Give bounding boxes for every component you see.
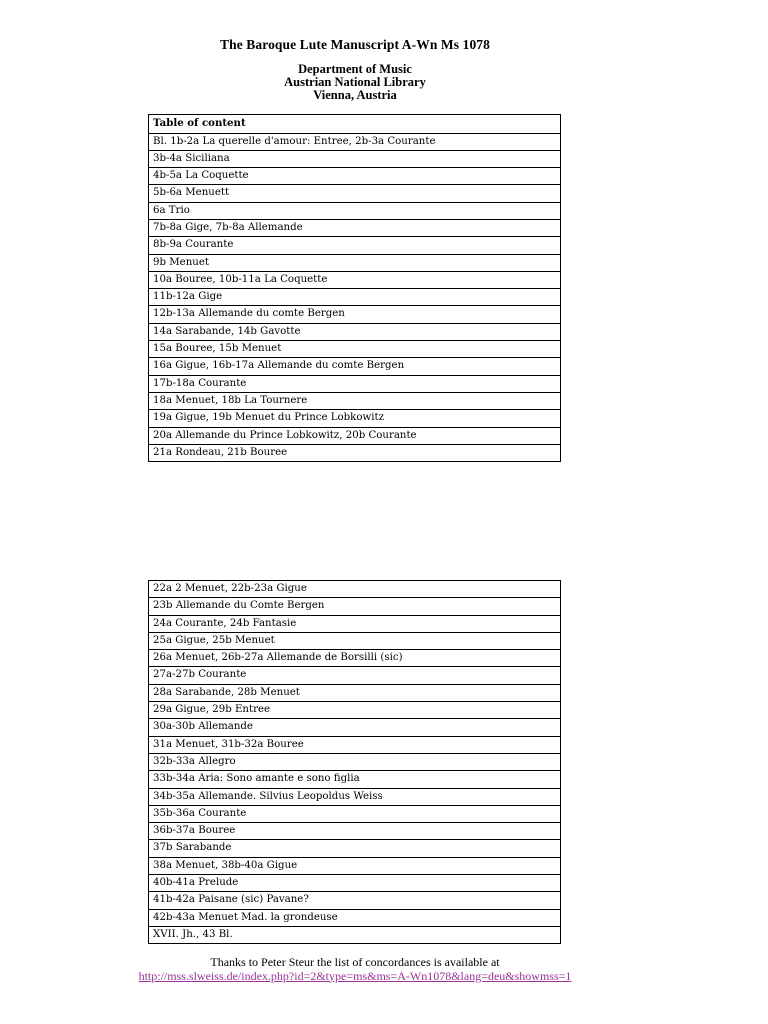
page-title: The Baroque Lute Manuscript A-Wn Ms 1078 bbox=[219, 37, 491, 52]
table-row: 24a Courante, 24b Fantasie bbox=[149, 616, 560, 633]
table-row: 25a Gigue, 25b Menuet bbox=[149, 633, 560, 650]
concordances-link[interactable]: http://mss.slweiss.de/index.php?id=2&type=ms&ms=A-Wn1078&lang=deu&showmss=1 bbox=[138, 968, 572, 983]
table-row: 34b-35a Allemande. Silvius Leopoldus Weiss bbox=[149, 789, 560, 806]
table-row: 38a Menuet, 38b-40a Gigue bbox=[149, 858, 560, 875]
table-rows bbox=[149, 581, 560, 943]
table-row: 3b-4a Siciliana bbox=[149, 151, 560, 168]
table-row: 41b-42a Paisane (sic) Pavane? bbox=[149, 892, 560, 909]
table-row: 29a Gigue, 29b Entree bbox=[149, 702, 560, 719]
table-row: 17b-18a Courante bbox=[149, 376, 560, 393]
table-row: 27a-27b Courante bbox=[149, 667, 560, 684]
subtitle-department: Department of Music bbox=[298, 62, 412, 76]
subtitle-institution: Austrian National Library bbox=[284, 74, 426, 89]
footer-note bbox=[0, 956, 710, 983]
table-of-content-part-2 bbox=[148, 580, 561, 944]
table-row: 6a Trio bbox=[149, 203, 560, 220]
footer-text: Thanks to Peter Steur the list of concordances is available at bbox=[210, 955, 500, 969]
table-row: 42b-43a Menuet Mad. la grondeuse bbox=[149, 910, 560, 927]
table-row: 11b-12a Gige bbox=[149, 289, 560, 306]
table-row: 40b-41a Prelude bbox=[149, 875, 560, 892]
table-row: Bl. 1b-2a La querelle d'amour: Entree, 2b-3a Courante bbox=[149, 134, 560, 151]
table-row: 15a Bouree, 15b Menuet bbox=[149, 341, 560, 358]
table-row: 16a Gigue, 16b-17a Allemande du comte Bergen bbox=[149, 358, 560, 375]
table-row: 37b Sarabande bbox=[149, 840, 560, 857]
table-row: 5b-6a Menuett bbox=[149, 185, 560, 202]
table-row: 19a Gigue, 19b Menuet du Prince Lobkowitz bbox=[149, 410, 560, 427]
table-row: 18a Menuet, 18b La Tournere bbox=[149, 393, 560, 410]
table-row: XVII. Jh., 43 Bl. bbox=[153, 928, 233, 940]
page-subtitle bbox=[0, 63, 710, 101]
table-row: 28a Sarabande, 28b Menuet bbox=[149, 685, 560, 702]
table-row: 32b-33a Allegro bbox=[149, 754, 560, 771]
table-row: 31a Menuet, 31b-32a Bouree bbox=[149, 737, 560, 754]
table-header: Table of content bbox=[149, 115, 560, 134]
table-row: 36b-37a Bouree bbox=[149, 823, 560, 840]
table-row: 33b-34a Aria: Sono amante e sono figlia bbox=[149, 771, 560, 788]
table-row: 21a Rondeau, 21b Bouree bbox=[153, 446, 288, 458]
table-row: 4b-5a La Coquette bbox=[149, 168, 560, 185]
table-of-content-part-1 bbox=[148, 114, 561, 462]
table-row: 10a Bouree, 10b-11a La Coquette bbox=[149, 272, 560, 289]
table-row: 8b-9a Courante bbox=[149, 237, 560, 254]
table-row: 22a 2 Menuet, 22b-23a Gigue bbox=[149, 581, 560, 598]
table-row: 14a Sarabande, 14b Gavotte bbox=[149, 324, 560, 341]
table-row: 30a-30b Allemande bbox=[149, 719, 560, 736]
table-rows bbox=[149, 134, 560, 462]
table-row: 26a Menuet, 26b-27a Allemande de Borsilli (sic) bbox=[149, 650, 560, 667]
table-row: 12b-13a Allemande du comte Bergen bbox=[149, 306, 560, 323]
subtitle-location: Vienna, Austria bbox=[313, 87, 397, 102]
table-row: 20a Allemande du Prince Lobkowitz, 20b Courante bbox=[149, 428, 560, 445]
table-row: 7b-8a Gige, 7b-8a Allemande bbox=[149, 220, 560, 237]
table-row: 23b Allemande du Comte Bergen bbox=[149, 598, 560, 615]
table-row: 35b-36a Courante bbox=[149, 806, 560, 823]
table-row: 9b Menuet bbox=[149, 255, 560, 272]
